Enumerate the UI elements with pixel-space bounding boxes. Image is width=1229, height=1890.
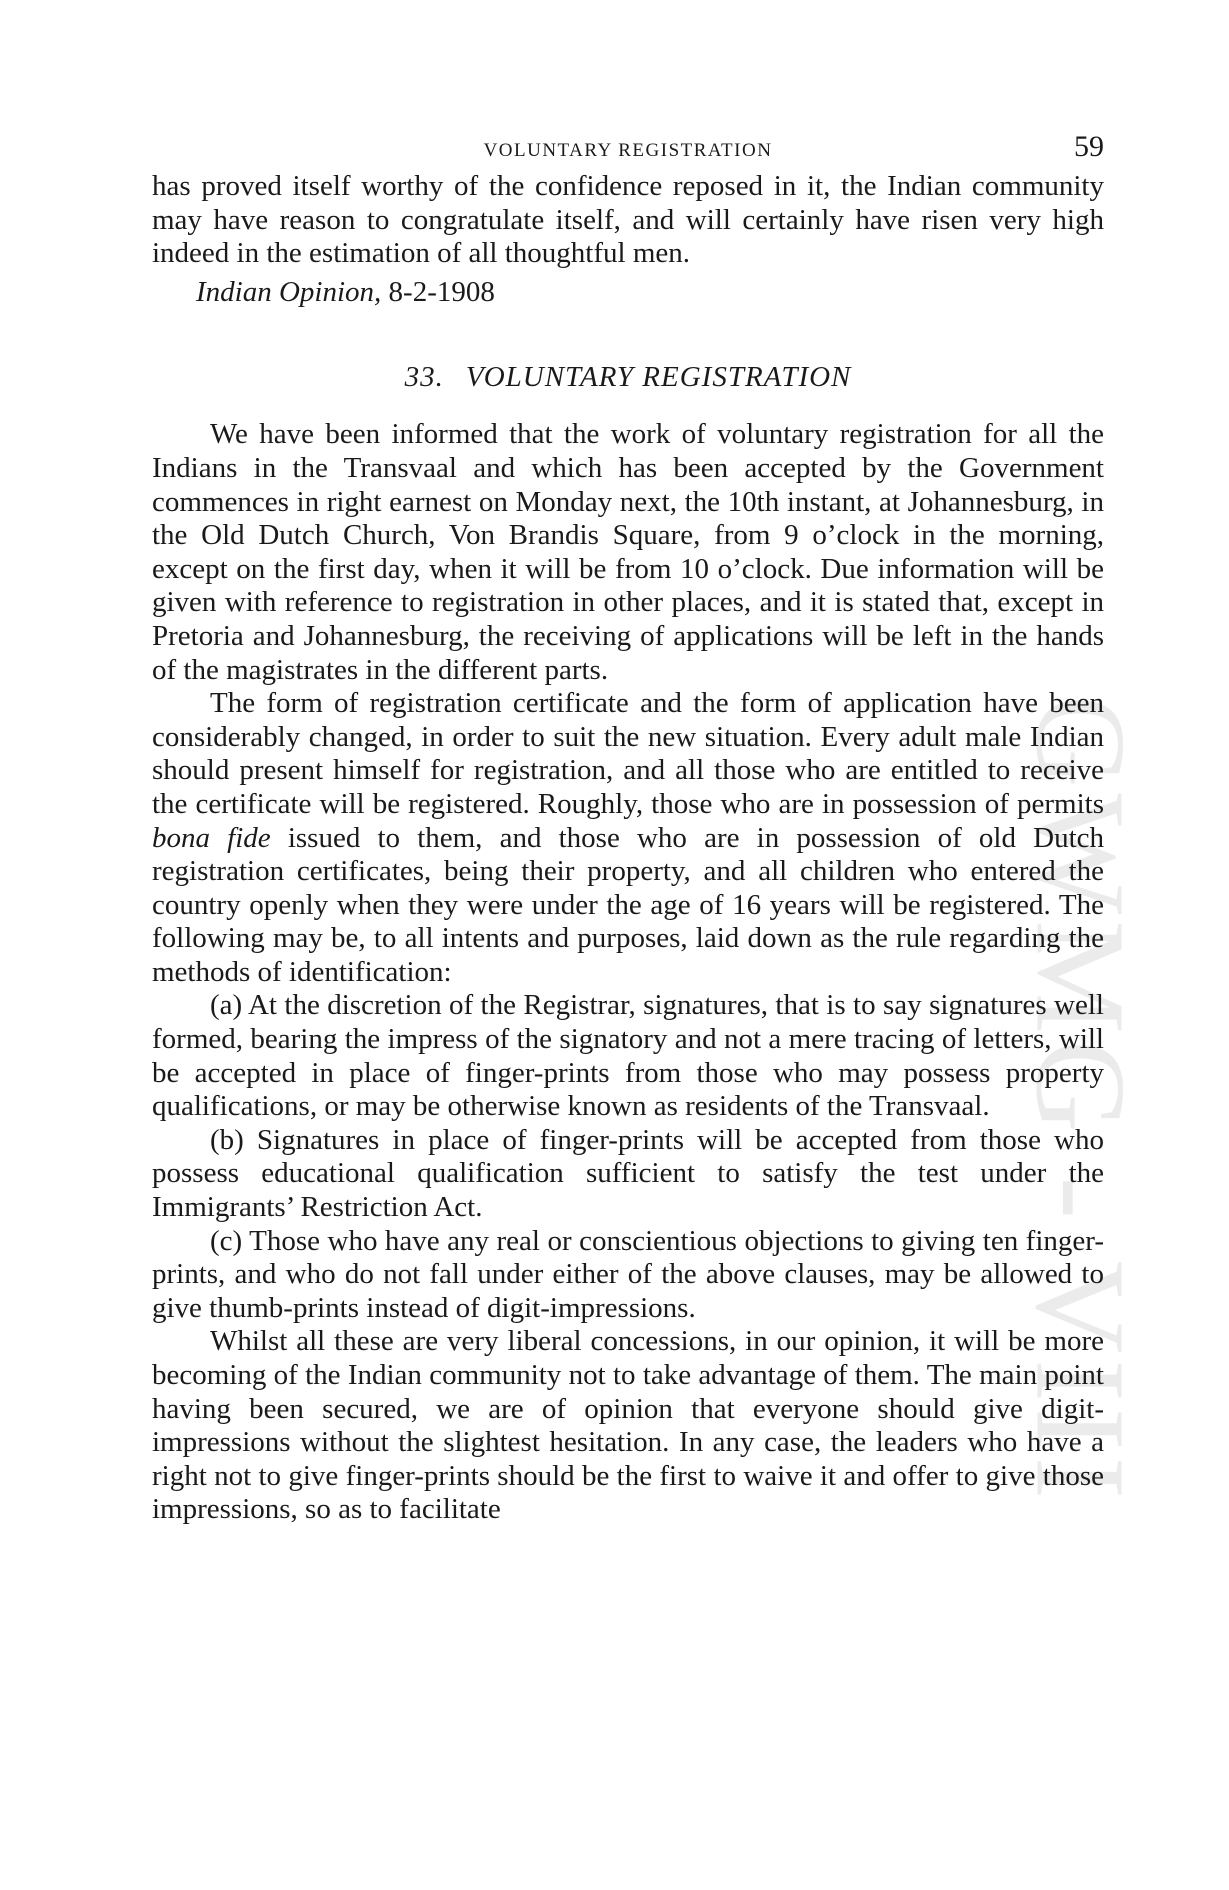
running-title: VOLUNTARY REGISTRATION	[483, 140, 773, 161]
article-clause-a: (a) At the discretion of the Registrar, signatures, that is to say signatures well formed, bearing the impress of the signatory and not a mere tracing of letters, will be accepted in place of finger-prints from those who may possess property qualifications, or may be otherwise known as residents of the Transvaal.	[152, 989, 1104, 1123]
previous-article-closing-paragraph: has proved itself worthy of the confidence reposed in it, the Indian community may have reason to congratulate itself, and will certainly have risen very high indeed in the estimation of all thoughtful men.	[152, 170, 1104, 270]
article-heading	[152, 361, 1104, 394]
article-title: VOLUNTARY REGISTRATION	[465, 361, 852, 394]
article-clause-b: (b) Signatures in place of finger-prints will be accepted from those who possess educational qualification sufficient to satisfy the test under the Immigrants’ Restriction Act.	[152, 1123, 1104, 1224]
source-date: 8-2-1908	[388, 275, 495, 308]
article-clause-c: (c) Those who have any real or conscientious objections to giving ten finger-prints, and who do not fall under either of the above clauses, may be allowed to give thumb-prints instead of digit-impressions.	[152, 1224, 1104, 1324]
article-number: 33.	[404, 361, 444, 394]
source-title: Indian Opinion,	[196, 275, 382, 308]
article-paragraph: The form of registration certificate and the form of application have been considerably changed, in order to suit the new situation. Every adult male Indian should present himself for registration, and all those who are entitled to receive the certificate will be registered. Roughly, those who are in possession of permits bona fide issued to them, and those who are in possession of old Dutch registration certificates, being their property, and all children who entered the country openly when they were under the age of 16 years will be registered. The following may be, to all intents and purposes, laid down as the rule regarding the methods of identification:	[152, 687, 1104, 988]
page-number: 59	[1074, 130, 1104, 163]
book-page	[152, 130, 1104, 1527]
article-paragraph: We have been informed that the work of voluntary registration for all the Indians in the Transvaal and which has been accepted by the Government commences in right earnest on Monday next, the 10th instant, at Johannesburg, in the Old Dutch Church, Von Brandis Square, from 9 o’clock in the morning, except on the first day, when it will be from 10 o’clock. Due information will be given with reference to registration in other places, and it is stated that, except in Pretoria and Johannesburg, the receiving of applications will be left in the hands of the magistrates in the different parts.	[152, 418, 1104, 686]
source-citation	[196, 276, 1104, 310]
latin-phrase: bona fide	[152, 821, 271, 854]
volume-watermark: GWMG - VIII	[1009, 694, 1152, 1506]
article-paragraph: Whilst all these are very liberal concessions, in our opinion, it will be more becoming of the Indian community not to take advantage of them. The main point having been secured, we are of opinion that everyone should give digit-impressions without the slightest hesitation. In any case, the leaders who have a right not to give finger-prints should be the first to waive it and offer to give those impressions, so as to facilitate	[152, 1325, 1104, 1526]
running-head	[152, 130, 1104, 170]
